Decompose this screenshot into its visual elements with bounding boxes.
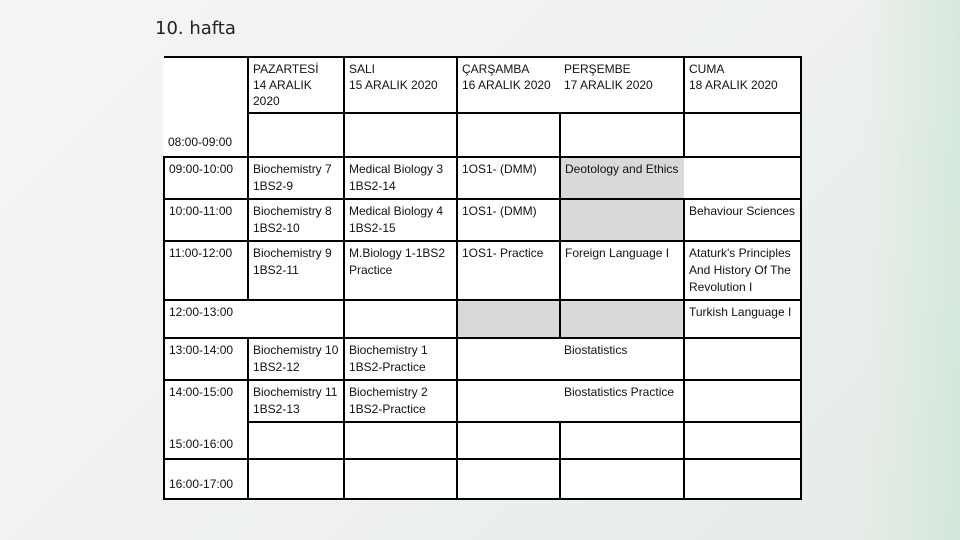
day-header-wednesday: ÇARŞAMBA 16 ARALIK 2020 [457, 57, 560, 113]
day-header-friday: CUMA 18 ARALIK 2020 [684, 57, 801, 113]
schedule-row [164, 199, 801, 241]
time-cell: 12:00-13:00 [164, 300, 248, 338]
schedule-cell [457, 338, 560, 380]
schedule-cell: Biochemistry 8 1BS2-10 [248, 199, 344, 241]
schedule-cell: Deotology and Ethics [560, 157, 684, 199]
time-cell: 09:00-10:00 [164, 157, 248, 199]
schedule-row [164, 300, 801, 338]
schedule-cell: 1OS1- Practice [457, 241, 560, 300]
time-cell: 13:00-14:00 [164, 338, 248, 380]
schedule-cell [684, 422, 801, 459]
time-cell: 14:00-15:00 [164, 380, 248, 422]
schedule-cell [344, 422, 457, 459]
schedule-cell: Biochemistry 7 1BS2-9 [248, 157, 344, 199]
schedule-cell: Ataturk's Principles And History Of The Revolution I [684, 241, 801, 300]
schedule-cell: 1OS1- (DMM) [457, 157, 560, 199]
schedule-row [164, 338, 801, 380]
schedule-cell [344, 300, 457, 338]
weekly-schedule-table [163, 56, 802, 500]
schedule-cell [560, 459, 684, 499]
schedule-cell [560, 422, 684, 459]
schedule-cell: Biochemistry 10 1BS2-12 [248, 338, 344, 380]
schedule-cell [344, 113, 457, 157]
schedule-cell [457, 380, 560, 422]
time-cell: 08:00-09:00 [164, 57, 248, 157]
schedule-row [164, 459, 801, 499]
schedule-cell [344, 459, 457, 499]
schedule-cell [248, 422, 344, 459]
schedule-row [164, 422, 801, 459]
schedule-cell: Biostatistics Practice [560, 380, 684, 422]
schedule-cell [457, 459, 560, 499]
schedule-cell [684, 113, 801, 157]
time-cell: 11:00-12:00 [164, 241, 248, 300]
day-header-thursday: PERŞEMBE 17 ARALIK 2020 [560, 57, 684, 113]
header-row [164, 57, 801, 113]
schedule-cell [684, 459, 801, 499]
schedule-row [164, 113, 801, 157]
schedule-cell [457, 113, 560, 157]
schedule-cell [560, 300, 684, 338]
schedule-cell: Biochemistry 1 1BS2-Practice [344, 338, 457, 380]
schedule-row [164, 157, 801, 199]
schedule-cell [684, 380, 801, 422]
schedule-cell: Biochemistry 11 1BS2-13 [248, 380, 344, 422]
decorative-side-band [865, 0, 960, 540]
schedule-cell [684, 157, 801, 199]
schedule-cell: 1OS1- (DMM) [457, 199, 560, 241]
time-cell: 10:00-11:00 [164, 199, 248, 241]
schedule-cell [560, 199, 684, 241]
schedule-cell: Biochemistry 2 1BS2-Practice [344, 380, 457, 422]
schedule-cell [248, 300, 344, 338]
time-cell: 15:00-16:00 [164, 422, 248, 459]
schedule-cell: Biostatistics [560, 338, 684, 380]
time-cell: 16:00-17:00 [164, 459, 248, 499]
schedule-cell: Biochemistry 9 1BS2-11 [248, 241, 344, 300]
schedule-cell: Foreign Language I [560, 241, 684, 300]
schedule-cell [560, 113, 684, 157]
day-header-monday: PAZARTESİ 14 ARALIK 2020 [248, 57, 344, 113]
schedule-cell [248, 459, 344, 499]
schedule-row [164, 241, 801, 300]
schedule-cell [457, 422, 560, 459]
schedule-cell [684, 338, 801, 380]
page-title: 10. hafta [155, 18, 236, 39]
schedule-cell: Turkish Language I [684, 300, 801, 338]
schedule-cell: Behaviour Sciences [684, 199, 801, 241]
schedule-cell: Medical Biology 4 1BS2-15 [344, 199, 457, 241]
schedule-cell [248, 113, 344, 157]
schedule-cell: M.Biology 1-1BS2 Practice [344, 241, 457, 300]
day-header-tuesday: SALI 15 ARALIK 2020 [344, 57, 457, 113]
schedule-cell [457, 300, 560, 338]
schedule-cell: Medical Biology 3 1BS2-14 [344, 157, 457, 199]
schedule-row [164, 380, 801, 422]
